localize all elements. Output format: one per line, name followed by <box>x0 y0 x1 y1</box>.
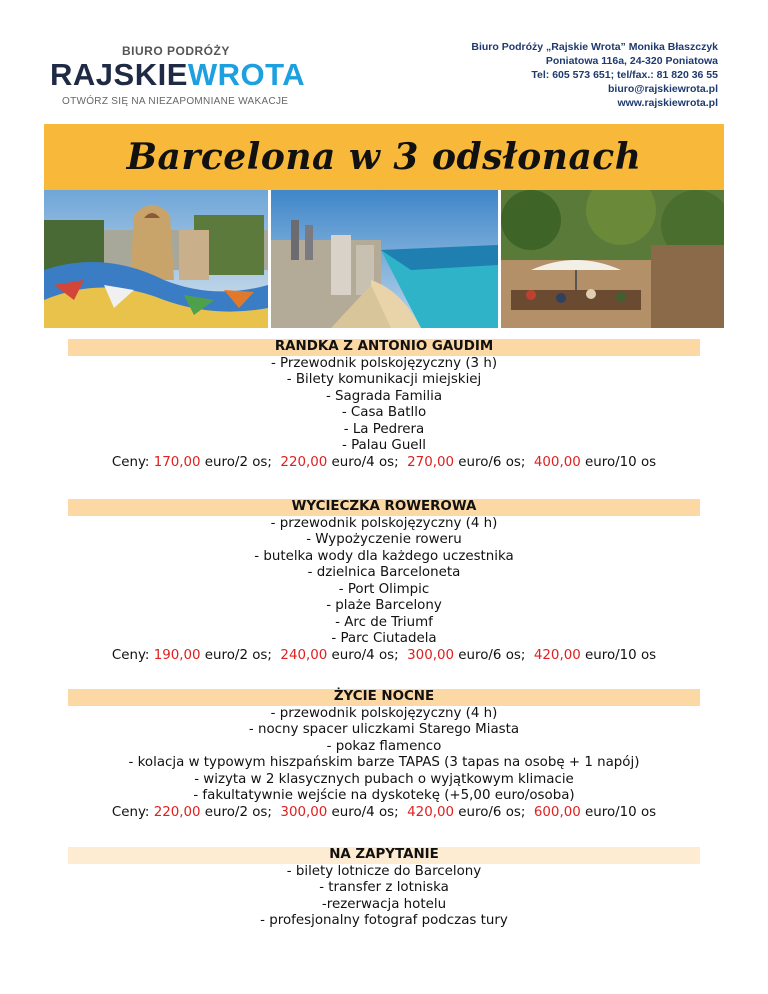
photo-barcelona-beach <box>271 190 498 328</box>
section-title: NA ZAPYTANIE <box>68 847 700 864</box>
price-value: 170,00 <box>153 454 201 470</box>
list-item: - Bilety komunikacji miejskiej <box>286 372 482 387</box>
contact-website[interactable]: www.rajskiewrota.pl <box>617 97 718 109</box>
price-line <box>0 805 768 822</box>
photo-park-guell-mosaic <box>44 190 268 328</box>
price-value: 270,00 <box>407 454 455 470</box>
list-item: - Port Olimpic <box>338 581 430 597</box>
list-item: - Casa Batllo <box>341 405 427 420</box>
price-value: 400,00 <box>533 454 581 470</box>
price-label: Ceny: <box>111 804 150 820</box>
price-value: 420,00 <box>407 804 455 820</box>
list-item: - Przewodnik polskojęzyczny (3 h) <box>270 355 498 371</box>
list-item: - butelka wody dla każdego uczestnika <box>254 548 514 564</box>
contact-block <box>471 40 718 110</box>
logo-top-text: BIURO PODRÓŻY <box>122 44 230 58</box>
section-gaudi <box>0 339 768 471</box>
price-value: 190,00 <box>153 647 201 663</box>
section-title: WYCIECZKA ROWEROWA <box>68 499 700 516</box>
price-label: Ceny: <box>111 454 150 470</box>
list-item: - profesjonalny fotograf podczas tury <box>260 913 508 928</box>
price-value: 220,00 <box>280 454 328 470</box>
price-unit: euro/6 os; <box>454 454 534 470</box>
section-title: ŻYCIE NOCNE <box>68 689 700 706</box>
price-value: 300,00 <box>407 647 455 663</box>
price-unit: euro/2 os; <box>200 804 281 820</box>
list-item: - pokaz flamenco <box>326 738 442 754</box>
list-item: - przewodnik polskojęzyczny (4 h) <box>270 515 498 531</box>
price-unit: euro/10 os <box>580 804 657 820</box>
price-label: Ceny: <box>111 647 150 663</box>
contact-company: Biuro Podróży „Rajskie Wrota” Monika Błaszczyk <box>471 41 718 53</box>
price-unit: euro/4 os; <box>327 804 408 820</box>
list-item: - Palau Guell <box>342 438 426 453</box>
price-value: 300,00 <box>280 804 328 820</box>
price-unit: euro/6 os; <box>454 647 534 663</box>
list-item: - wizyta w 2 klasycznych pubach o wyjątkowym klimacie <box>194 771 574 787</box>
list-item: - dzielnica Barceloneta <box>307 565 461 580</box>
logo-wordmark <box>50 58 305 92</box>
list-item: - Sagrada Familia <box>325 388 443 404</box>
contact-phone: Tel: 605 573 651; tel/fax.: 81 820 36 55 <box>531 69 718 81</box>
logo-part1: RAJSKIE <box>50 57 188 92</box>
list-item: - fakultatywnie wejście na dyskotekę (+5,00 euro/osoba) <box>193 788 575 803</box>
price-unit: euro/10 os <box>580 454 657 470</box>
price-value: 220,00 <box>153 804 201 820</box>
list-item: - bilety lotnicze do Barcelony <box>286 863 482 879</box>
contact-email[interactable]: biuro@rajskiewrota.pl <box>607 83 718 95</box>
section-on-request <box>0 847 768 930</box>
list-item: - transfer z lotniska <box>319 880 449 895</box>
title-banner <box>44 124 724 190</box>
price-line <box>0 455 768 472</box>
section-title: RANDKA Z ANTONIO GAUDIM <box>68 339 700 356</box>
list-item: - przewodnik polskojęzyczny (4 h) <box>270 705 498 721</box>
price-value: 600,00 <box>533 804 581 820</box>
logo-part2: WROTA <box>187 57 306 92</box>
list-item: - Parc Ciutadela <box>331 631 437 646</box>
price-unit: euro/4 os; <box>327 454 408 470</box>
list-item: -rezerwacja hotelu <box>321 896 447 912</box>
photo-cafe-terrace <box>501 190 724 328</box>
price-line <box>0 648 768 665</box>
contact-address: Poniatowa 116a, 24-320 Poniatowa <box>545 55 718 67</box>
list-item: - plaże Barcelony <box>326 598 442 613</box>
list-item: - kolacja w typowym hiszpańskim barze TAPAS (3 tapas na osobę + 1 napój) <box>128 755 640 770</box>
section-bike-tour <box>0 499 768 664</box>
logo-tagline: OTWÓRZ SIĘ NA NIEZAPOMNIANE WAKACJE <box>62 96 289 107</box>
list-item: - Wypożyczenie roweru <box>306 532 462 547</box>
price-value: 240,00 <box>280 647 328 663</box>
list-item: - La Pedrera <box>343 421 425 437</box>
price-unit: euro/4 os; <box>327 647 408 663</box>
list-item: - Arc de Triumf <box>335 614 433 630</box>
price-unit: euro/2 os; <box>200 647 281 663</box>
section-nightlife <box>0 689 768 821</box>
page-title: Barcelona w 3 odsłonach <box>126 136 642 178</box>
price-unit: euro/2 os; <box>200 454 281 470</box>
list-item: - nocny spacer uliczkami Starego Miasta <box>248 722 520 737</box>
price-unit: euro/6 os; <box>454 804 534 820</box>
price-value: 420,00 <box>533 647 581 663</box>
price-unit: euro/10 os <box>580 647 657 663</box>
